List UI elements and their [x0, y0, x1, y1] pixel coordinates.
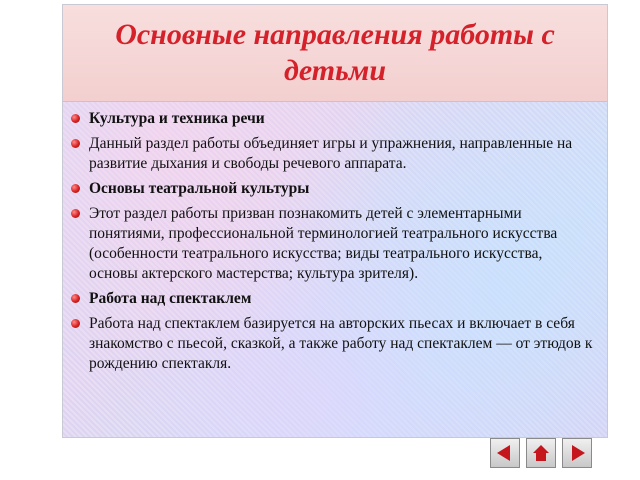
section-heading: Основы театральной культуры	[89, 180, 310, 197]
next-slide-button[interactable]	[562, 438, 592, 468]
section-heading: Культура и техника речи	[89, 110, 265, 127]
list-item	[71, 314, 595, 374]
bullet-icon	[71, 294, 80, 303]
list-item	[71, 134, 595, 174]
slide-navigation	[490, 438, 592, 468]
section-text: Работа над спектаклем базируется на авторских пьесах и включает в себя знакомство с пьесой, сказкой, а также работу над спектаклем — от этюдов к рождению спектакля.	[89, 315, 593, 372]
list-item	[71, 179, 595, 199]
section-text: Данный раздел работы объединяет игры и упражнения, направленные на развитие дыхания и свободы речевого аппарата.	[89, 135, 573, 172]
bullet-icon	[71, 184, 80, 193]
bullet-icon	[71, 139, 80, 148]
title-band	[63, 5, 607, 102]
home-slide-button[interactable]	[526, 438, 556, 468]
arrow-right-icon	[567, 443, 587, 463]
arrow-left-icon	[495, 443, 515, 463]
home-icon	[531, 443, 551, 463]
list-item	[71, 109, 595, 129]
list-item	[71, 289, 595, 309]
bullet-icon	[71, 319, 80, 328]
slide-frame	[62, 4, 608, 438]
section-text: Этот раздел работы призван познакомить детей с элементарными понятиями, профессиональной терминологией театрального искусства (особенности театрального искусства; виды театрального искусства, основы актерского мастерства; культура зрителя).	[89, 205, 558, 282]
section-heading: Работа над спектаклем	[89, 290, 252, 307]
prev-slide-button[interactable]	[490, 438, 520, 468]
slide-title: Основные направления работы с детьми	[115, 18, 555, 87]
bullet-icon	[71, 114, 80, 123]
list-item	[71, 204, 595, 284]
bullet-icon	[71, 209, 80, 218]
slide-content	[71, 109, 595, 379]
